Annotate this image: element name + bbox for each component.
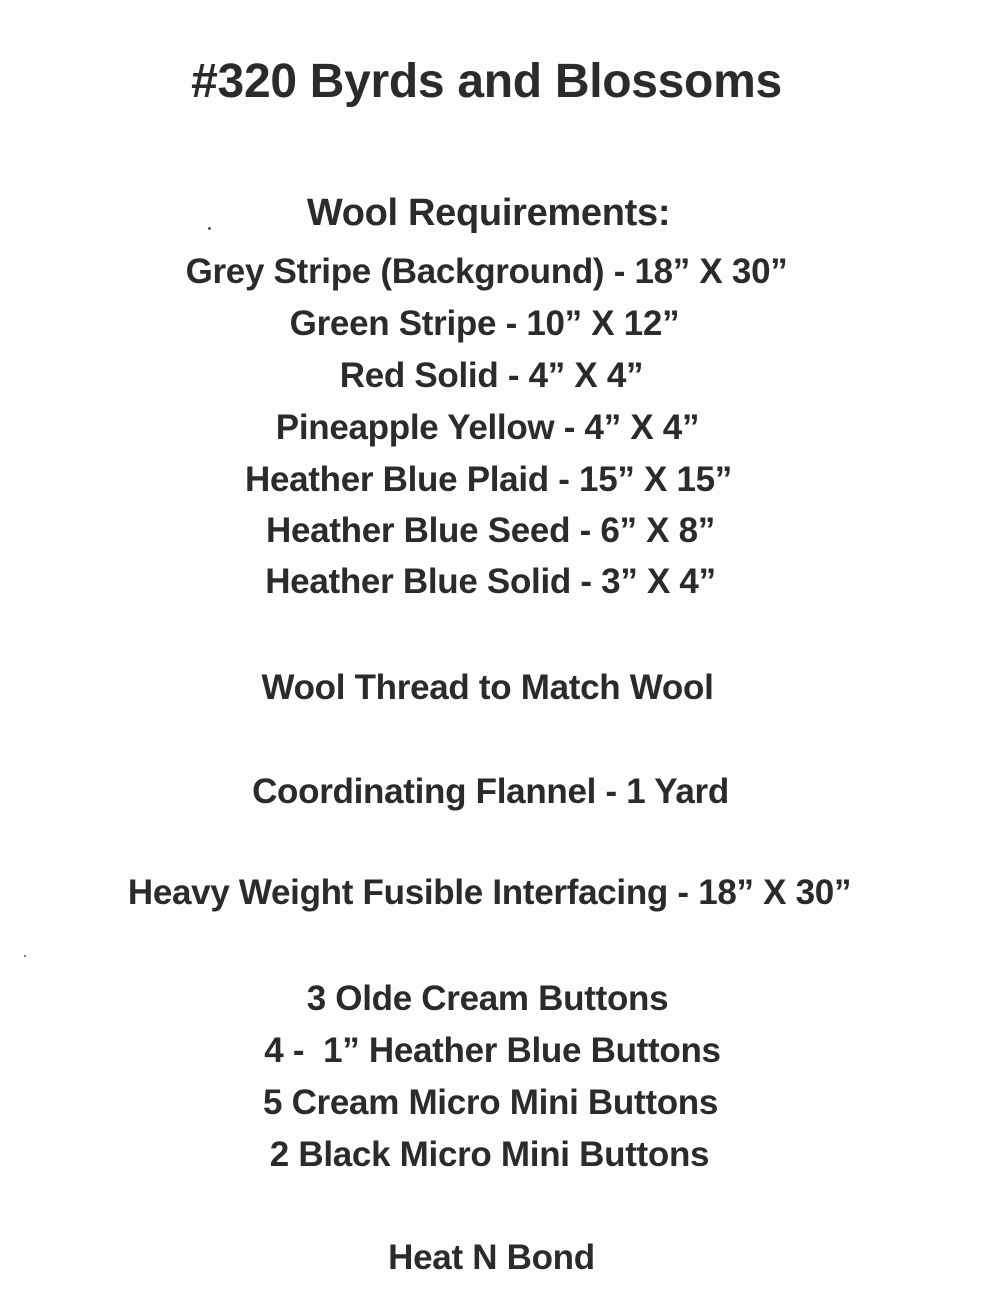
wool-item: Heather Blue Plaid - 15” X 15”: [244, 460, 733, 499]
scan-speck: [24, 955, 26, 957]
wool-item: Red Solid - 4” X 4”: [339, 356, 644, 395]
bonding-requirement: Heat N Bond: [388, 1238, 595, 1277]
interfacing-requirement: Heavy Weight Fusible Interfacing - 18” X 30”: [127, 873, 852, 912]
wool-item: Heather Blue Solid - 3” X 4”: [265, 562, 716, 601]
button-item: 4 - 1” Heather Blue Buttons: [264, 1031, 721, 1070]
button-item: 5 Cream Micro Mini Buttons: [262, 1083, 719, 1122]
wool-item: Heather Blue Seed - 6” X 8”: [265, 511, 715, 550]
wool-item: Pineapple Yellow - 4” X 4”: [275, 408, 700, 447]
wool-item: Grey Stripe (Background) - 18” X 30”: [185, 252, 788, 291]
thread-requirement: Wool Thread to Match Wool: [261, 668, 714, 707]
wool-item: Green Stripe - 10” X 12”: [289, 304, 680, 343]
button-item: 2 Black Micro Mini Buttons: [269, 1135, 710, 1174]
flannel-requirement: Coordinating Flannel - 1 Yard: [252, 772, 729, 811]
button-item: 3 Olde Cream Buttons: [306, 979, 669, 1018]
scan-speck: [208, 227, 211, 230]
page-title: #320 Byrds and Blossoms: [191, 55, 782, 108]
wool-requirements-heading: Wool Requirements:: [306, 192, 671, 234]
